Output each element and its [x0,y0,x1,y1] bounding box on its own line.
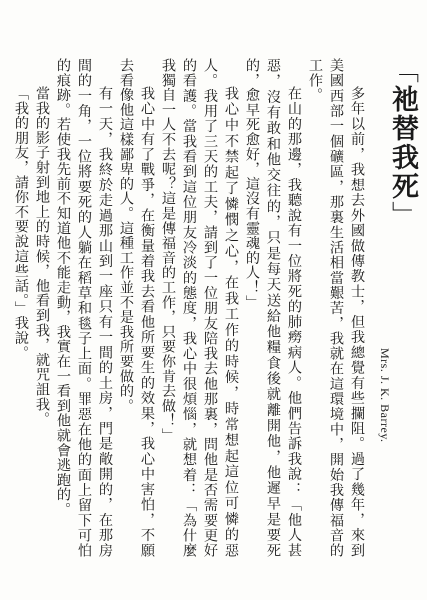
body-text [10,58,367,558]
title-text: 祂替我死 [387,85,418,201]
paragraph: 多年以前，我想去外國做傳教士，但我總覺有些攔阻。過了幾年，來到美國西部一個礦區，那裏生活相當艱苦，我就在這環境中，開始我傳福音的工作。 [307,58,365,558]
paragraph: 我心中不禁起了憐憫之心，在我工作的時候，時常想起這位可憐的惡人。我用了三天的工夫，請到了一位朋友陪我去他那裏，問他是否需要更好的看護。當我看到這位朋友冷淡的態度，我心中很煩惱，就想着：「為什麼我獨自一人不去呢？這是傳福音的工作，只要你肯去做！」 [160,58,239,558]
paragraph: 「我的朋友，請你不要說這些話。」我說。 [13,86,29,361]
paragraph: 在山的那邊，我聽說有一位將死的肺癆病人。他們告訴我說：「他人甚惡，沒有敢和他交往的，只是每天送給他糧食後就離開他，他遲早是要死的，愈早死愈好，這沒有靈魂的人！」 [244,58,302,558]
author-attribution: Mrs. J. K. Barrey. [378,348,392,443]
paragraph: 有一天，我終於走過那山到一座只有一間的土房，門是敞開的，在那房間的一角，一位將要死的人躺在稻草和毯子上面。罪惡在他的面上留下可怕的痕跡。若使我先前不知道他不能走動，我實在一看到他就會逃跑的。 [55,58,113,558]
paragraph: 當我的影子射到地上的時候，他看到我，就咒詛我。 [34,86,50,427]
title-close-bracket: 」 [387,201,418,230]
title-open-bracket: 「 [387,56,418,85]
chapter-title [385,56,419,230]
paragraph: 我心中有了戰爭，在衡量着我去看他所要生的效果，我心中害怕，不願去看像他這樣鄙卑的人。這種工作並不是我所要做的。 [118,58,155,558]
